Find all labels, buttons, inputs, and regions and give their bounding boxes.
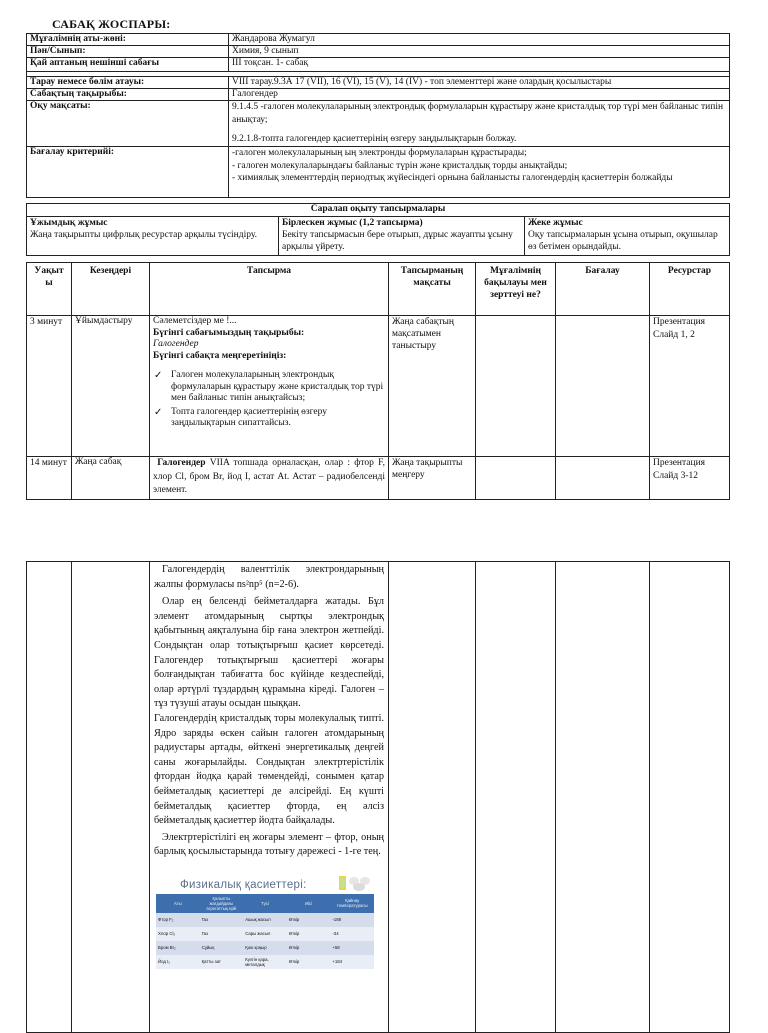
resources-cell: Презентация Слайд 3-12 — [650, 457, 730, 500]
diff-col-collective — [27, 217, 279, 256]
prop-header: Иісі — [287, 894, 331, 913]
prop-cell: -34 — [330, 927, 374, 941]
prop-cell: Сары жасыл — [243, 927, 287, 941]
info-value: ІІІ тоқсан. 1- сабақ — [229, 58, 730, 72]
lesson-flow-table — [26, 262, 730, 500]
criterion-1: -галоген молекулаларының ың электронды формулаларын құрастырады; — [232, 148, 527, 158]
flask-icon — [338, 874, 372, 892]
prop-cell: Ашық жасыл — [243, 913, 287, 927]
diff-text: Бекіту тапсырмасын бере отырып, дұрыс жауапты ұсыну арқылы үйрету. — [282, 230, 513, 252]
diff-text: Жаңа тақырыпты цифрлық ресурстар арқылы түсіндіру. — [30, 230, 258, 240]
info-value: Галогендер — [229, 89, 730, 101]
prop-row — [156, 913, 374, 927]
diff-head: Бірлескен жұмыс (1,2 тапсырма) — [282, 218, 423, 228]
learn-label: Бүгінгі сабақта меңгеретініңіз: — [153, 350, 287, 361]
paragraph-crystal: Галогендердің кристалдық торы молекулалық типті. Ядро заряды өскен сайын галоген атомдарының радиустары артады, өйткені энергетикалық деңгей саны жоғарылайды. Сондықтан электртерістілік фтордан йодқа қарай төмендейді, сонымен қатар бейметалдық қасиеттері де әлсірейді. Ең күшті бейметалдық қасиеттер фторда, ең әлсіз бейметалдық қасиеттер йодта байқалады. — [154, 712, 384, 827]
observation-cell — [476, 457, 556, 500]
diff-col-joint — [279, 217, 525, 256]
objectives-value — [229, 101, 730, 147]
learning-goal-item: ✓ Топта галогендер қасиеттерінің өзгеру заңдылықтарын сипаттайсыз. — [167, 407, 385, 430]
info-row-subject — [27, 46, 730, 58]
task-cell — [150, 316, 389, 457]
prop-header: Аты — [156, 894, 200, 913]
assessment-cell — [556, 316, 650, 457]
criteria-value — [229, 147, 730, 198]
info-key: Қай аптаның нешінші сабағы — [27, 58, 229, 72]
learning-goal-item: ✓ Галоген молекулаларының электрондық формулаларын құрастыру және кристалдық тор түрі мен байланыс типін анықтайсыз; — [167, 370, 385, 405]
prop-cell: Күлгін қара, металдық — [243, 955, 287, 969]
paragraph-valence: Галогендердің валенттілік электрондарының жалпы формуласы ns²np⁵ (n=2-6). — [154, 564, 384, 590]
prop-cell: Өткір — [287, 955, 331, 969]
goal-cell — [389, 562, 476, 1033]
info-value: VІІІ тарау.9.3А 17 (VІІ), 16 (VІ), 15 (V), 14 (IV) - топ элементтері және олардың қосылыстары — [229, 77, 730, 89]
paragraph-nonmetals: Олар ең белсенді бейметалдарға жатады. Бұл элемент атомдарының сыртқы электрондық қабытының аяқталуына бір ғана электрон жетпейді. Сондықтан олар тотықтырғыш қасиет көрсетеді. Галогендер тотықтырғыш қасиеттері жоғары болғандықтан табиғатта бос күйінде кездеспейді, олар әртүрлі тұздардың құрамына кіреді. Галоген – тұз түзуші атауы осыдан шыққан. — [154, 596, 384, 710]
info-key: Тарау немесе бөлім атауы: — [27, 77, 229, 89]
assessment-cell — [556, 562, 650, 1033]
criteria-key: Бағалау критерийі: — [27, 147, 229, 198]
prop-cell: Бром Br₂ — [156, 941, 200, 955]
differentiated-tasks-table — [26, 203, 730, 256]
objective-1: 9.1.4.5 -галоген молекулаларының электрондық формулаларын құрастыру және кристалдық тор түрі мен байланыс типін анықтау; — [232, 102, 724, 125]
prop-row — [156, 941, 374, 955]
paragraph-fluorine: Электртерістілігі ең жоғары элемент – фтор, оның барлық қосылыстарында тотығу дәрежесі - 1-ге тең. — [154, 831, 384, 858]
learning-goals-list — [153, 370, 385, 430]
page-title: САБАҚ ЖОСПАРЫ: — [52, 17, 171, 31]
lesson-flow-continuation — [26, 561, 730, 1033]
col-header-resources: Ресурстар — [650, 263, 730, 316]
info-key: Мұғалімнің аты-жөні: — [27, 34, 229, 46]
time-cell: 3 минут — [27, 316, 72, 457]
lesson-header-row — [27, 263, 730, 316]
physical-properties-table — [156, 894, 374, 969]
info-row-criteria — [27, 147, 730, 198]
objectives-key: Оқу мақсаты: — [27, 101, 229, 147]
info-row-objectives — [27, 101, 730, 147]
topic-name: Галогендер — [153, 339, 199, 349]
info-key: Сабақтың тақырыбы: — [27, 89, 229, 101]
slide-title: Физикалық қасиеттері: — [180, 878, 307, 891]
info-key: Пән/Сынып: — [27, 46, 229, 58]
prop-cell: Хлор Cl₂ — [156, 927, 200, 941]
info-row-chapter — [27, 77, 730, 89]
prop-header: Түсі — [243, 894, 287, 913]
time-cell: 14 минут — [27, 457, 72, 500]
col-header-observation: Мұғалімнің бақылауы мен зерттеуі не? — [476, 263, 556, 316]
prop-row — [156, 955, 374, 969]
col-header-goal: Тапсырманың мақсаты — [389, 263, 476, 316]
differentiated-row — [27, 217, 730, 256]
physical-properties-slide — [156, 880, 378, 992]
prop-row — [156, 927, 374, 941]
stage-cell — [72, 562, 150, 1033]
resources-cell: Презентация Слайд 1, 2 — [650, 316, 730, 457]
observation-cell — [476, 562, 556, 1033]
info-row-topic — [27, 89, 730, 101]
prop-header: Қайнау температурасы — [330, 894, 374, 913]
prop-cell: Газ — [200, 927, 244, 941]
lesson-row-new-lesson — [27, 457, 730, 500]
resources-cell — [650, 562, 730, 1033]
diff-text: Оқу тапсырмаларын ұсына отырып, оқушылар өз бетімен орындайды. — [528, 230, 718, 252]
differentiated-title: Саралап оқыту тапсырмалары — [27, 204, 730, 217]
info-value: Химия, 9 сынып — [229, 46, 730, 58]
stage-cell: Ұйымдастыру — [72, 316, 150, 457]
lesson-row-organization — [27, 316, 730, 457]
objective-2: 9.2.1.8-топта галогендер қасиеттерінің өзгеру заңдылықтарын болжау. — [232, 134, 517, 144]
prop-cell: +58 — [330, 941, 374, 955]
info-row-week — [27, 58, 730, 72]
halogens-intro: VIIA топшада орналасқан, олар : фтор F, хлор Cl, бром Br, йод I, астат At. Астат – радиобелсенді элемент. — [153, 458, 385, 495]
prop-cell: Қатты зат — [200, 955, 244, 969]
prop-cell: Фтор F₂ — [156, 913, 200, 927]
prop-header: Қалыпты жағдайдағы агрегаттық күйі — [200, 894, 244, 913]
prop-cell: +184 — [330, 955, 374, 969]
halogens-lead: Галогендер — [157, 458, 206, 468]
topic-label: Бүгінгі сабағымыздың тақырыбы: — [153, 327, 305, 338]
goal-cell: Жаңа тақырыпты меңгеру — [389, 457, 476, 500]
observation-cell — [476, 316, 556, 457]
col-header-assessment: Бағалау — [556, 263, 650, 316]
lesson-info-table — [26, 33, 730, 198]
time-cell — [27, 562, 72, 1033]
criterion-3: - химиялық элементтердің периодтық жүйесіндегі орнына байланысты галогендердің қасиеттерін болжайды — [232, 173, 673, 183]
prop-cell: Сұйық — [200, 941, 244, 955]
assessment-cell — [556, 457, 650, 500]
info-value: Жандарова Жумагул — [229, 34, 730, 46]
col-header-task: Тапсырма — [150, 263, 389, 316]
task-cell — [150, 457, 389, 500]
criterion-2: - галоген молекулаларындағы байланыс түрін және кристалдық торды анықтайды; — [232, 160, 568, 171]
continuation-row — [27, 562, 730, 1033]
diff-col-individual — [525, 217, 730, 256]
stage-cell: Жаңа сабақ — [72, 457, 150, 500]
prop-cell: Йод I₂ — [156, 955, 200, 969]
col-header-stage: Кезеңдері — [72, 263, 150, 316]
info-row-teacher — [27, 34, 730, 46]
prop-cell: Өткір — [287, 913, 331, 927]
prop-cell: Өткір — [287, 941, 331, 955]
diff-head: Жеке жұмыс — [528, 218, 583, 228]
diff-head: Ұжымдық жұмыс — [30, 218, 108, 228]
prop-cell: -188 — [330, 913, 374, 927]
task-cell — [150, 562, 389, 1033]
prop-cell: Қою қоңыр — [243, 941, 287, 955]
prop-cell: Газ — [200, 913, 244, 927]
greeting-text: Сәлеметсіздер ме !... — [153, 316, 237, 326]
prop-cell: Өткір — [287, 927, 331, 941]
col-header-time: Уақыт ы — [27, 263, 72, 316]
goal-cell: Жаңа сабақтың мақсатымен таныстыру — [389, 316, 476, 457]
